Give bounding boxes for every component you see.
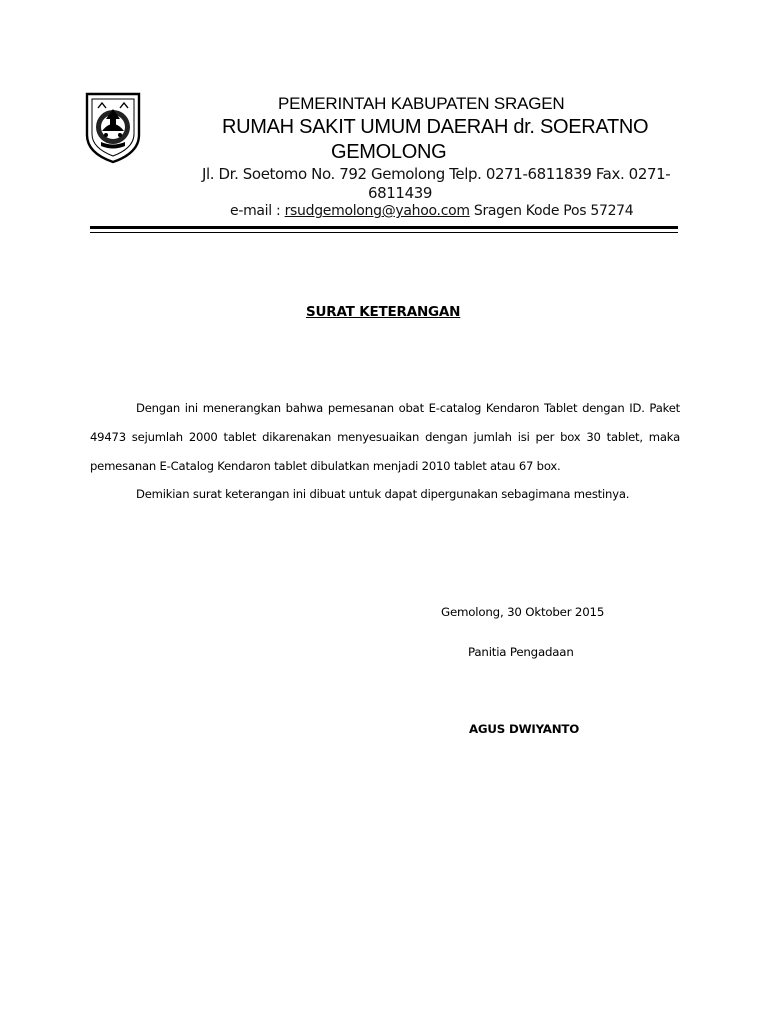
address-line-2: 6811439 bbox=[368, 184, 433, 202]
address-line-1: Jl. Dr. Soetomo No. 792 Gemolong Telp. 0271-6811839 Fax. 0271- bbox=[202, 165, 671, 183]
document-title: SURAT KETERANGAN bbox=[306, 304, 461, 320]
letterhead-contact bbox=[230, 203, 633, 219]
letterhead-government: PEMERINTAH KABUPATEN SRAGEN bbox=[278, 94, 565, 113]
letterhead-address bbox=[202, 165, 672, 203]
signature-role: Panitia Pengadaan bbox=[468, 645, 574, 659]
regency-coat-of-arms-icon bbox=[84, 91, 142, 165]
closing-statement: Demikian surat keterangan ini dibuat untuk dapat dipergunakan sebagimana mestinya. bbox=[136, 487, 630, 501]
letterhead-hospital-name-line2: GEMOLONG bbox=[331, 141, 447, 163]
email-prefix: e-mail : bbox=[230, 203, 285, 219]
email-link[interactable]: rsudgemolong@yahoo.com bbox=[284, 203, 470, 219]
signature-place-date: Gemolong, 30 Oktober 2015 bbox=[441, 605, 605, 619]
body-paragraph: Dengan ini menerangkan bahwa pemesanan obat E-catalog Kendaron Tablet dengan ID. Paket 49473 sejumlah 2000 tablet dikarenakan menyesuaikan dengan jumlah isi per box 30 tablet, maka pemesanan E-Catalog Kendaron tablet dibulatkan menjadi 2010 tablet atau 67 box. bbox=[90, 401, 680, 473]
letterhead-divider-thick bbox=[90, 226, 678, 229]
letterhead-hospital-name: RUMAH SAKIT UMUM DAERAH dr. SOERATNO bbox=[222, 116, 649, 138]
letterhead-divider-thin bbox=[90, 232, 678, 233]
signatory-name: AGUS DWIYANTO bbox=[469, 722, 580, 736]
email-suffix: Sragen Kode Pos 57274 bbox=[469, 203, 634, 219]
